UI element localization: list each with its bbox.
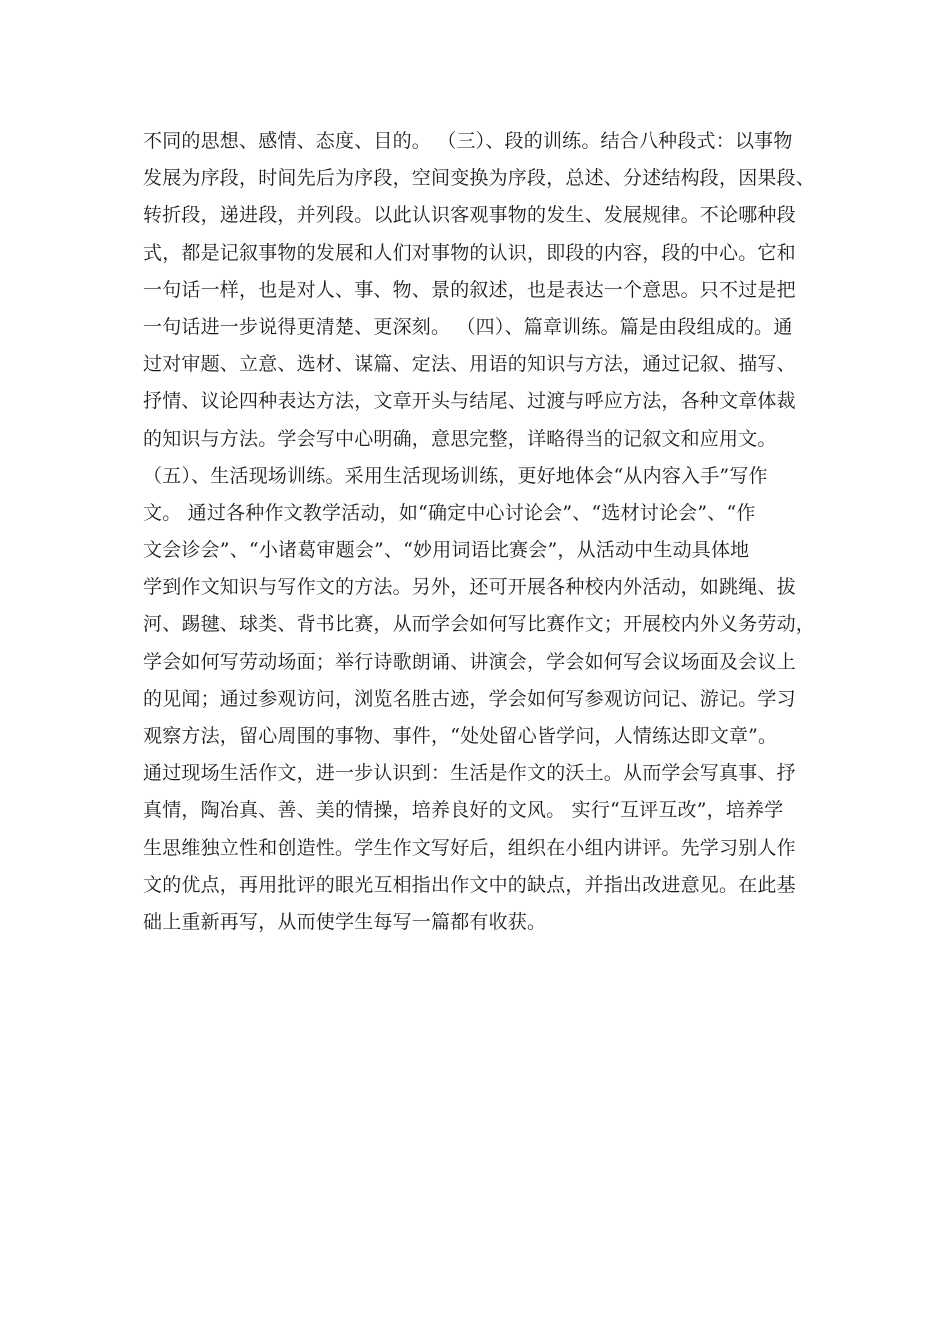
body-text <box>143 123 833 941</box>
text-line: 转折段，递进段，并列段。以此认识客观事物的发生、发展规律。不论哪种段 <box>143 204 796 227</box>
text-line: 文。 通过各种作文教学活动，如“确定中心讨论会”、“选材讨论会”、“作 <box>143 501 756 524</box>
text-line: 学会如何写劳动场面；举行诗歌朗诵、讲演会，学会如何写会议场面及会议上 <box>143 650 796 673</box>
text-line: 一句话进一步说得更清楚、更深刻。 （四）、篇章训练。篇是由段组成的。通 <box>143 315 793 338</box>
text-line: 真情，陶冶真、善、美的情操，培养良好的文风。 实行“互评互改”，培养学 <box>143 799 784 822</box>
text-line: 通过现场生活作文，进一步认识到：生活是作文的沃土。从而学会写真事、抒 <box>143 762 796 785</box>
text-line: 抒情、议论四种表达方法，文章开头与结尾、过渡与呼应方法，各种文章体裁 <box>143 390 796 413</box>
text-line: 础上重新再写，从而使学生每写一篇都有收获。 <box>143 910 547 933</box>
text-line: 过对审题、立意、选材、谋篇、定法、用语的知识与方法，通过记叙、描写、 <box>143 353 796 376</box>
text-line: 的知识与方法。学会写中心明确，意思完整，详略得当的记叙文和应用文。 <box>143 427 777 450</box>
text-line: 观察方法，留心周围的事物、事件，“处处留心皆学问，人情练达即文章”。 <box>143 725 778 747</box>
text-line: 学到作文知识与写作文的方法。另外，还可开展各种校内外活动，如跳绳、拔 <box>143 576 796 599</box>
text-line: 河、踢毽、球类、背书比赛，从而学会如何写比赛作文；开展校内外义务劳动， <box>143 613 816 636</box>
text-line: 生思维独立性和创造性。学生作文写好后，组织在小组内讲评。先学习别人作 <box>143 836 796 859</box>
text-line: 发展为序段，时间先后为序段，空间变换为序段，总述、分述结构段，因果段、 <box>143 167 816 190</box>
text-line: 文会诊会”、“小诸葛审题会”、“妙用词语比赛会”，从活动中生动具体地 <box>143 539 750 562</box>
text-line: （五）、生活现场训练。采用生活现场训练，更好地体会“从内容入手”写作 <box>143 464 768 487</box>
text-line: 式，都是记叙事物的发展和人们对事物的认识，即段的内容，段的中心。它和 <box>143 241 796 264</box>
text-line: 一句话一样，也是对人、事、物、景的叙述，也是表达一个意思。只不过是把 <box>143 278 796 301</box>
text-line: 的见闻；通过参观访问，浏览名胜古迹，学会如何写参观访问记、游记。学习 <box>143 687 796 710</box>
text-line: 不同的思想、感情、态度、目的。 （三）、段的训练。结合八种段式：以事物 <box>143 130 793 152</box>
text-line: 文的优点，再用批评的眼光互相指出作文中的缺点，并指出改进意见。在此基 <box>143 873 796 896</box>
